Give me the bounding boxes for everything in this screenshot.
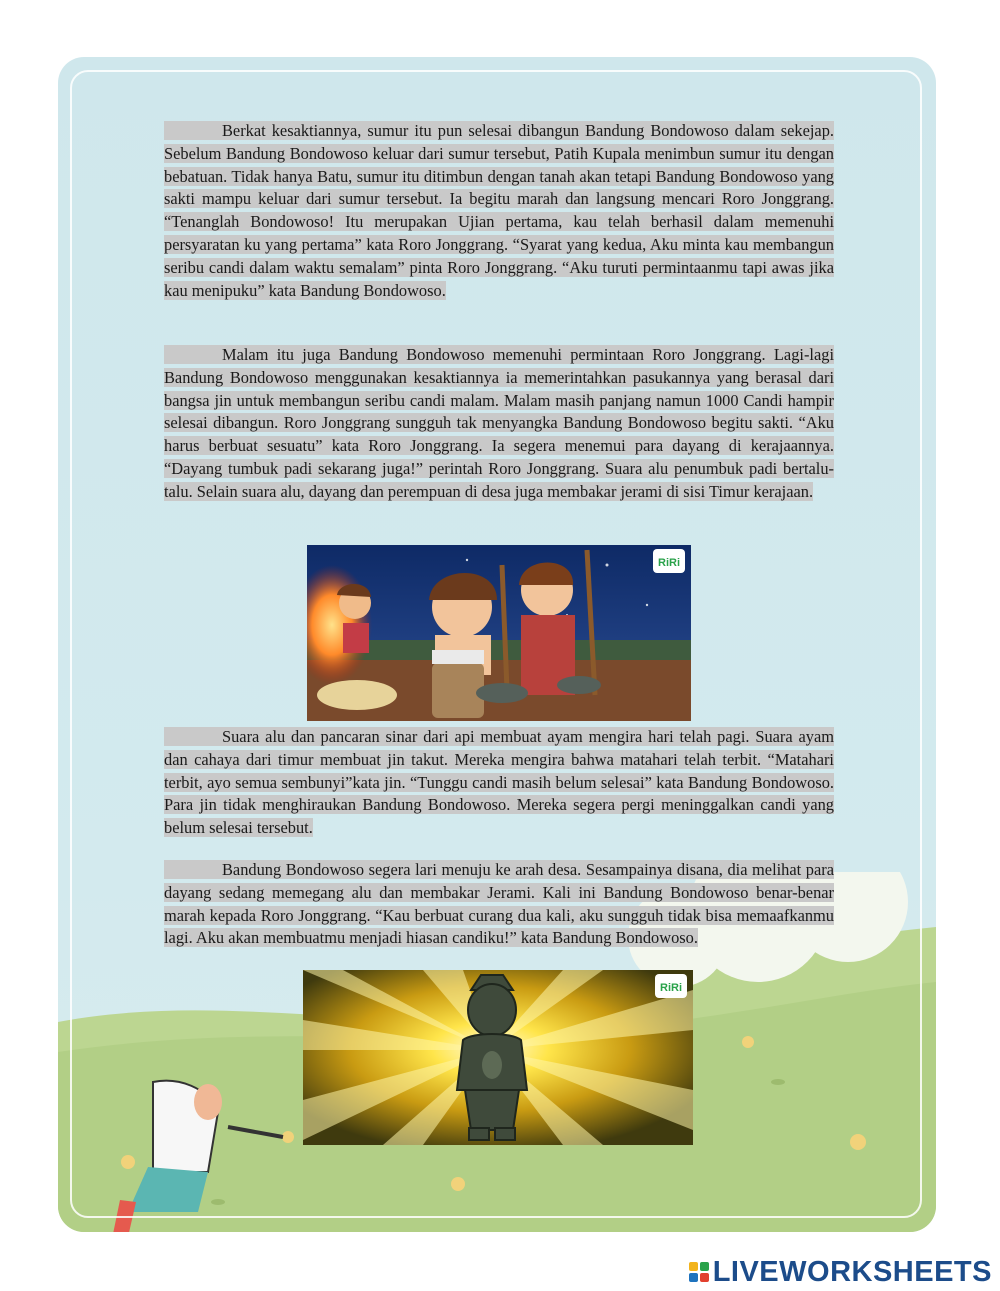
liveworksheets-logo[interactable] bbox=[689, 1255, 992, 1288]
stone-statue-glow-icon bbox=[303, 970, 693, 1145]
story-paragraph-1: Berkat kesaktiannya, sumur itu pun selesai dibangun Bandung Bondowoso dalam sekejap. Sebelum Bandung Bondowoso keluar dari sumur tersebut, Patih Kupala menimbun sumur itu dengan bebatuan. Tidak hanya Batu, sumur itu ditimbun dengan tanah akan tetapi Bandung Bondowoso yang sakti mampu keluar dari sumur tersebut. Ia begitu marah dan langsung mencari Roro Jonggrang. “Tenanglah Bondowoso! Itu merupakan Ujian pertama, kau telah berhasil dalam memenuhi persyaratan ku yang pertama” kata Roro Jonggrang. “Syarat yang kedua, Aku minta kau membangun seribu candi dalam waktu semalam” pinta Roro Jonggrang. “Aku turuti permintaanmu tapi awas jika kau menipuku” kata Bandung Bondowoso. bbox=[164, 121, 834, 300]
story-paragraph-3: Suara alu dan pancaran sinar dari api membuat ayam mengira hari telah pagi. Suara ayam dan cahaya dari timur membuat jin takut. Mereka mengira bahwa matahari telah terbit. “Matahari terbit, ayo semua sembunyi”kata jin. “Tunggu candi masih belum selesai” kata Bandung Bondowoso. Para jin tidak menghiraukan Bandung Bondowoso. Mereka segera pergi meninggalkan candi yang belum selesai tersebut. bbox=[164, 727, 834, 838]
svg-text:RiRi: RiRi bbox=[658, 557, 680, 569]
rice-pounding-scene-icon bbox=[307, 545, 691, 721]
rice-pounding-illustration bbox=[307, 545, 691, 721]
statue-illustration bbox=[303, 970, 693, 1145]
liveworksheets-grid-icon bbox=[689, 1262, 709, 1282]
story-paragraph-2: Malam itu juga Bandung Bondowoso memenuhi permintaan Roro Jonggrang. Lagi-lagi Bandung Bondowoso menggunakan kesaktiannya ia memerintahkan pasukannya yang berasal dari bangsa jin untuk membangun seribu candi malam. Malam masih panjang namun 1000 Candi hampir selesai dibangun. Roro Jonggrang sungguh tak menyangka Bandung Bondowoso begitu sakti. “Aku harus berbuat sesuatu” kata Roro Jonggrang. Ia segera menemui para dayang di kerajaannya. “Dayang tumbuk padi sekarang juga!” perintah Roro Jonggrang. Suara alu penumbuk padi bertalu-talu. Selain suara alu, dayang dan perempuan di desa juga membakar jerami di sisi Timur kerajaan. bbox=[164, 345, 834, 501]
brand-name: LIVEWORKSHEETS bbox=[712, 1255, 992, 1288]
svg-text:RiRi: RiRi bbox=[660, 982, 682, 994]
story-paragraph-4: Bandung Bondowoso segera lari menuju ke arah desa. Sesampainya disana, dia melihat para dayang sedang memegang alu dan membakar Jerami. Kali ini Bandung Bondowoso benar-benar marah kepada Roro Jonggrang. “Kau berbuat curang dua kali, aku sungguh tidak bisa memaafkanmu lagi. Aku akan membuatmu menjadi hiasan candiku!” kata Bandung Bondowoso. bbox=[164, 860, 834, 948]
